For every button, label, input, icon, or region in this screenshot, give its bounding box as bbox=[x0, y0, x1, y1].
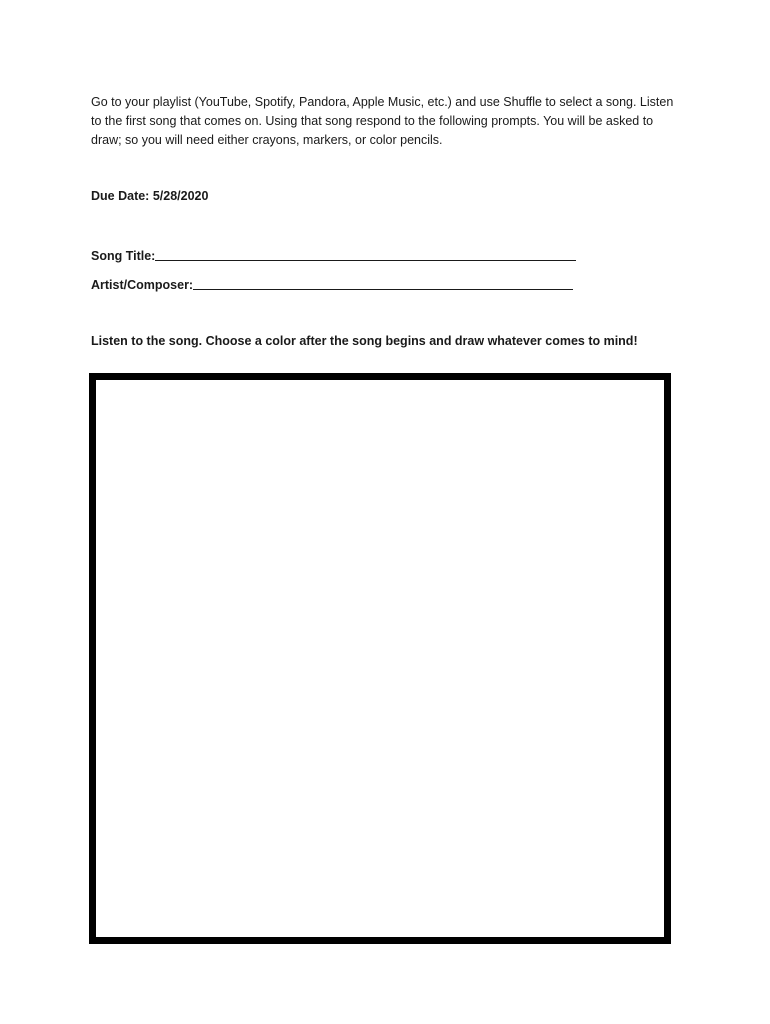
intro-line: to the first song that comes on. Using that song respond to the following prompts. You will be asked to bbox=[91, 114, 654, 128]
artist-composer-field bbox=[91, 277, 573, 292]
song-title-field bbox=[91, 248, 576, 263]
song-title-blank-line[interactable] bbox=[155, 248, 576, 261]
drawing-instruction: Listen to the song. Choose a color after the song begins and draw whatever comes to mind! bbox=[91, 334, 638, 348]
intro-paragraph bbox=[91, 93, 691, 150]
intro-line: Go to your playlist (YouTube, Spotify, Pandora, Apple Music, etc.) and use Shuffle to select a song. Listen bbox=[91, 95, 674, 109]
artist-composer-blank-line[interactable] bbox=[193, 277, 573, 290]
artist-composer-label: Artist/Composer: bbox=[91, 278, 194, 292]
drawing-area-box[interactable] bbox=[89, 373, 671, 944]
intro-line: draw; so you will need either crayons, markers, or color pencils. bbox=[91, 133, 443, 147]
due-date: Due Date: 5/28/2020 bbox=[91, 189, 209, 203]
song-title-label: Song Title: bbox=[91, 249, 156, 263]
